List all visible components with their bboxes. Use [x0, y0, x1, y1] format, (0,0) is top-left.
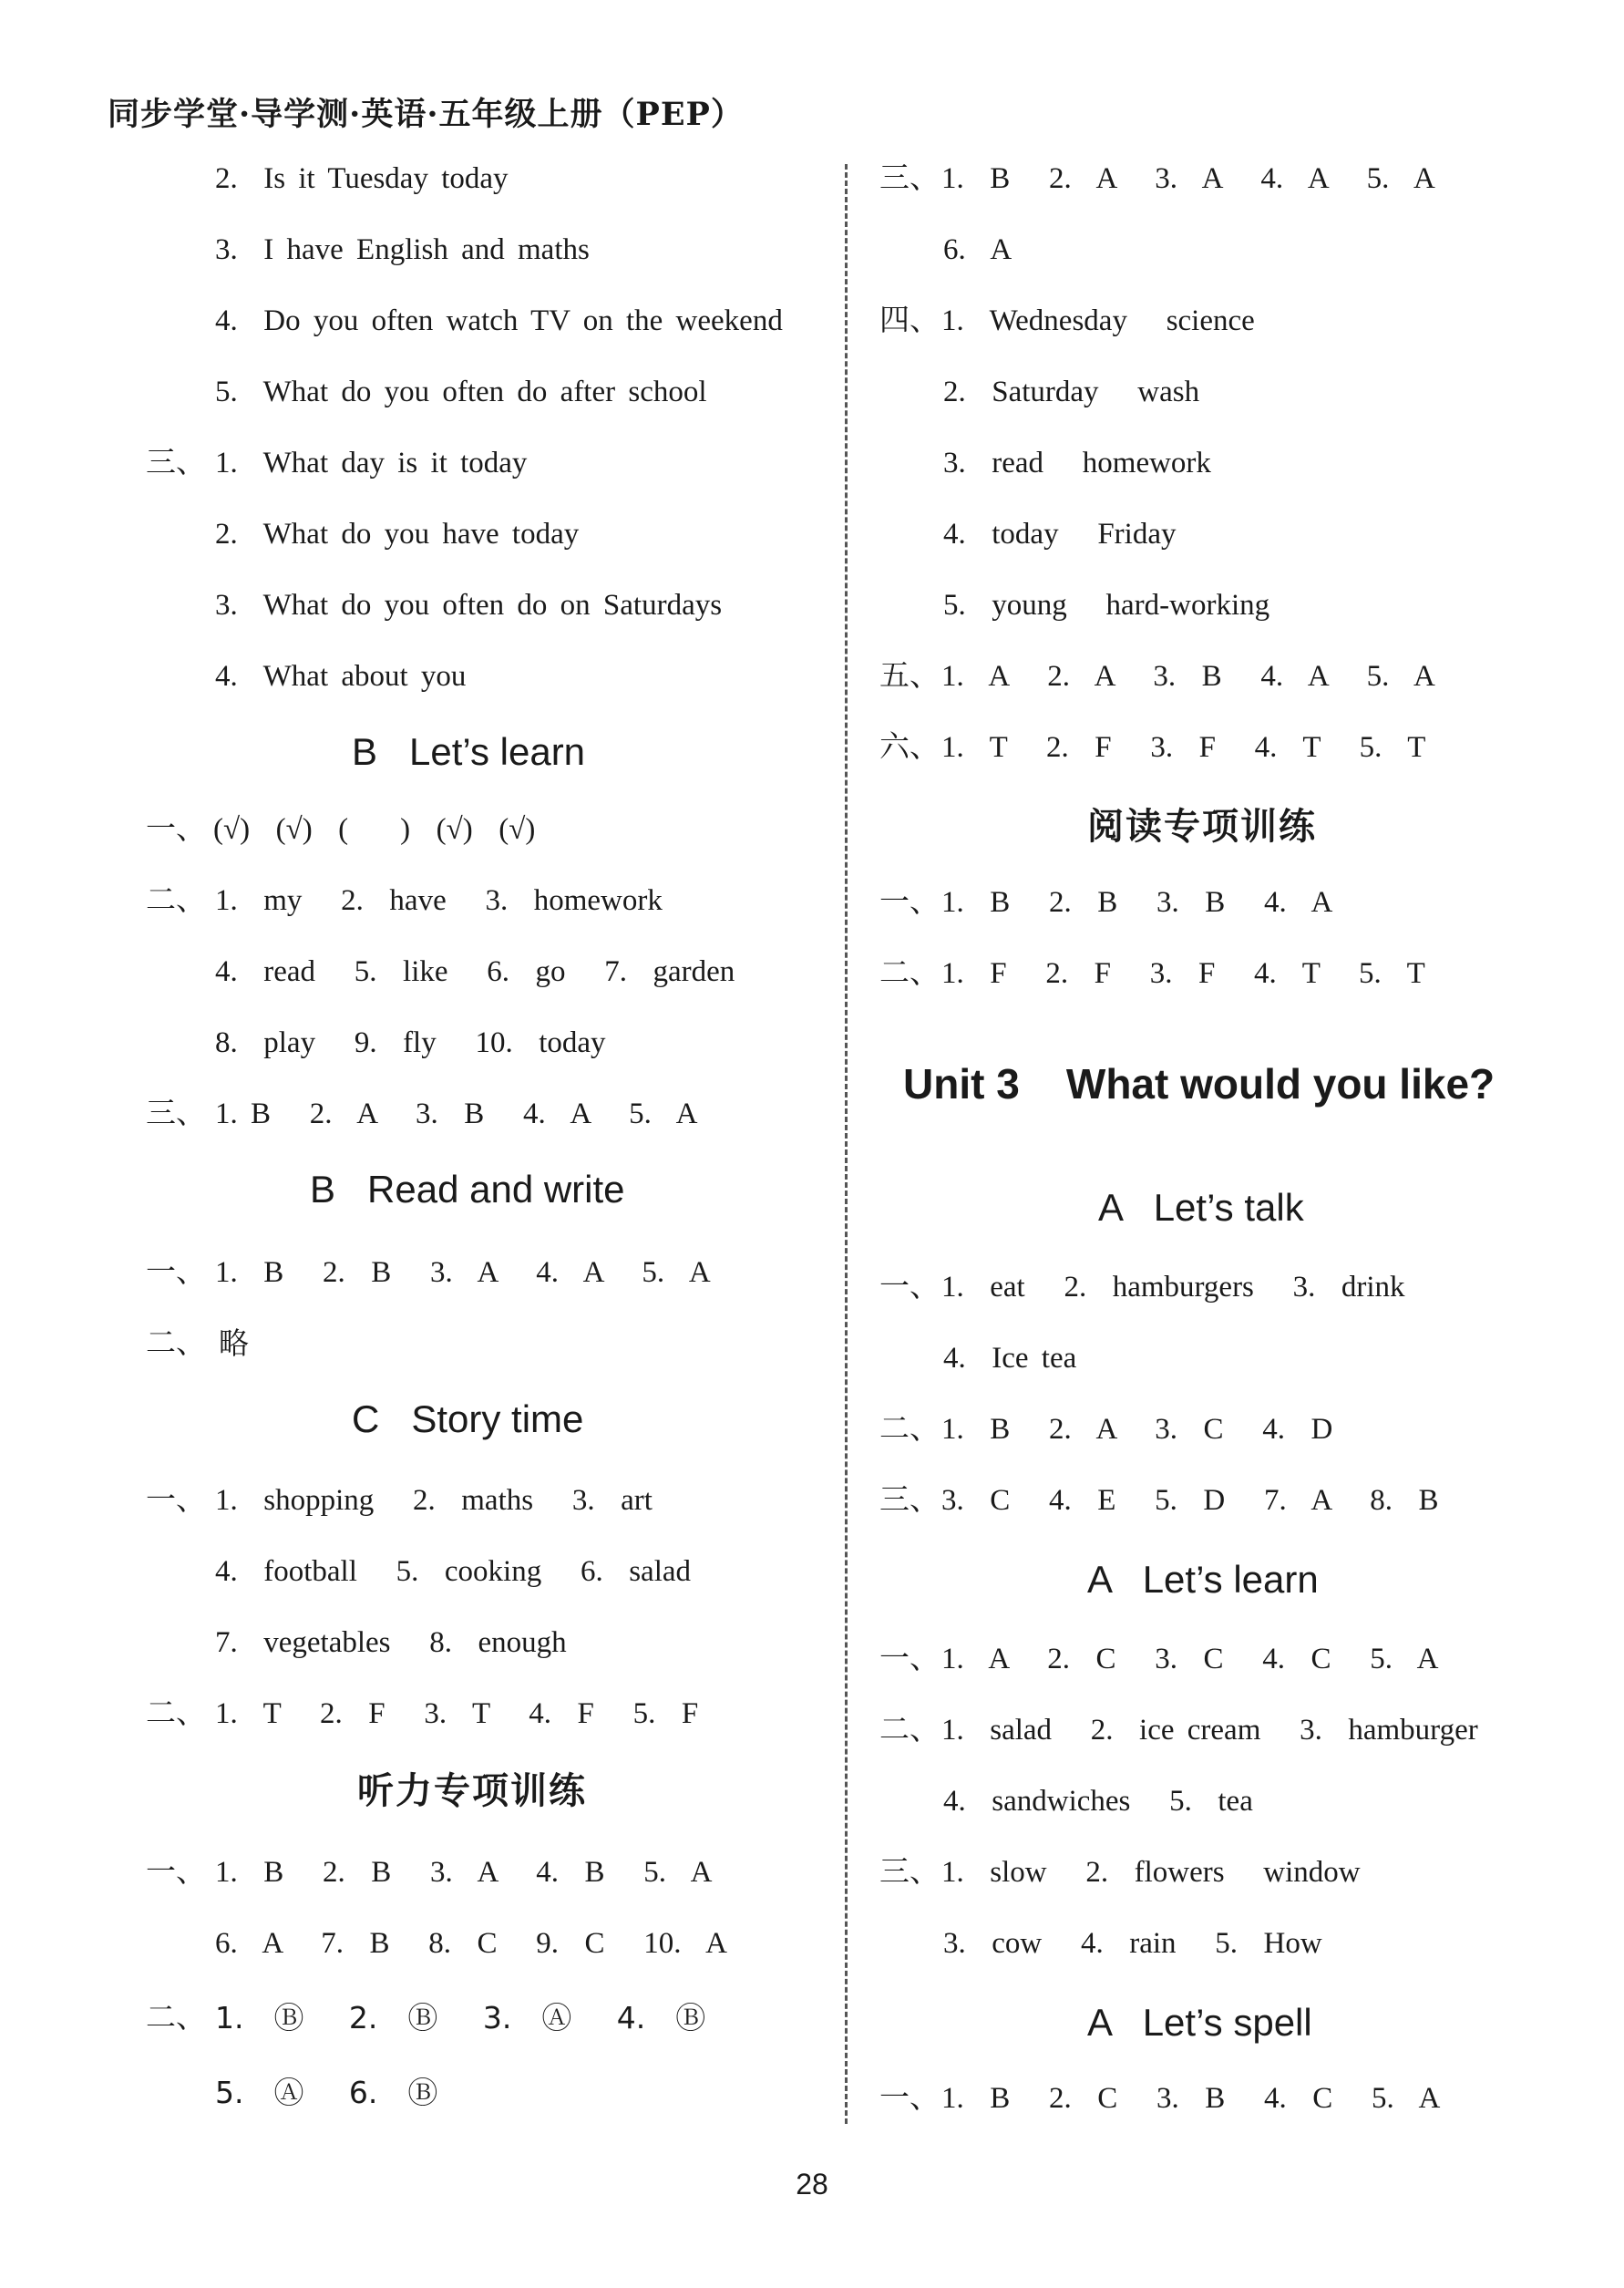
- section-marker: 一、: [146, 1256, 206, 1289]
- section-marker: 一、: [146, 1484, 206, 1517]
- section-marker: 二、: [146, 884, 206, 917]
- section-heading: A Let’s learn: [1087, 1558, 1319, 1601]
- section-marker: 三、: [879, 162, 940, 195]
- page-number: 28: [796, 2168, 828, 2200]
- section-marker: 三、: [879, 1484, 940, 1517]
- section-marker: 一、: [146, 813, 206, 846]
- section-heading: A Let’s spell: [1087, 2001, 1312, 2044]
- section-heading: 阅读专项训练: [1087, 806, 1317, 848]
- section-marker: 三、: [146, 447, 206, 479]
- section-marker: 二、: [879, 1413, 940, 1446]
- section-marker: 一、: [879, 2082, 940, 2115]
- section-marker: 一、: [879, 1643, 940, 1675]
- section-marker: 二、: [146, 2002, 206, 2035]
- section-heading: C Story time: [352, 1397, 584, 1440]
- section-marker: 五、: [879, 660, 940, 693]
- section-marker: 一、: [879, 886, 940, 919]
- section-marker: 二、: [879, 957, 940, 990]
- section-heading: B Read and write: [310, 1168, 625, 1211]
- section-marker: 一、: [146, 1856, 206, 1889]
- section-marker: 三、: [146, 1098, 206, 1130]
- section-marker: 三、: [879, 1856, 940, 1889]
- column-divider: [845, 164, 848, 2124]
- section-heading: 听力专项训练: [357, 1770, 587, 1812]
- section-heading: A Let’s talk: [1098, 1186, 1304, 1229]
- section-heading: B Let’s learn: [352, 730, 586, 773]
- section-marker: 四、: [879, 304, 940, 337]
- section-marker: 一、: [879, 1271, 940, 1304]
- section-marker: 二、: [146, 1327, 206, 1360]
- unit-title: Unit 3 What would you like?: [903, 1060, 1496, 1108]
- section-marker: 二、: [879, 1714, 940, 1747]
- answer-key-page: 同步学堂·导学测·英语·五年级上册（PEP） 2. Is it Tuesday today 3. I have English and maths 4. Do you often watch TV on the weekend 5. What do you often do after school 三、 1. What day is it today 2. What do you have today 3. What do you often do on Saturdays 4. What about you B Let’s learn 一、 (√) (√) ( ) (√) (√) 二、 1. my 2. have 3. homework 4. read 5. like 6. go 7. garden 8. play 9. fly 10. today 三、 1. B 2. A 3. B 4. A 5. A B Read and write 一、 1. B 2. B 3. A 4. A 5. A 二、 略 C Story time 一、 1. shopping 2. maths 3. art 4. football 5. cooking 6. salad 7. vegetables 8. enough 二、 1. T 2. F 3. T 4. F 5. F 听力专项训练 一、 1. B 2. B 3. A 4. B 5. A 6. A 7. B 8. C 9. C 10. A 二、 1. Ⓑ 2. Ⓑ 3. Ⓐ 4. Ⓑ 5. Ⓐ 6. Ⓑ 三、 1. B 2. A 3. A 4. A 5. A 6. A 四、 1. Wednesday science 2. Saturday wash 3. read homework 4. today Friday 5. young hard-working 五、 1. A 2. A 3. B 4. A 5. A 六、 1. T 2. F 3. F 4. T 5. T 阅读专项训练 一、 1. B 2. B 3. B 4. A 二、 1. F 2. F 3. F 4. T 5. T Unit 3 What would you like? A Let’s talk 一、 1. eat 2. hamburgers 3. drink 4. Ice tea 二、 1. B 2. A 3. C 4. D 三、 3. C 4. E 5. D 7. A 8. B A Let’s learn 一、 1. A 2. C 3. C 4. C 5. A 二、 1. salad 2. ice cream 3. hamburger 4. sandwiches 5. tea 三、 1. slow 2. flowers window 3. cow 4. rain 5. How A Let’s spell 一、 1. B 2. C 3. B 4. C 5. A 28: [0, 0, 1624, 2288]
- section-marker: 六、: [879, 731, 940, 764]
- section-marker: 二、: [146, 1697, 206, 1730]
- page-header: 同步学堂·导学测·英语·五年级上册（PEP）: [108, 96, 744, 133]
